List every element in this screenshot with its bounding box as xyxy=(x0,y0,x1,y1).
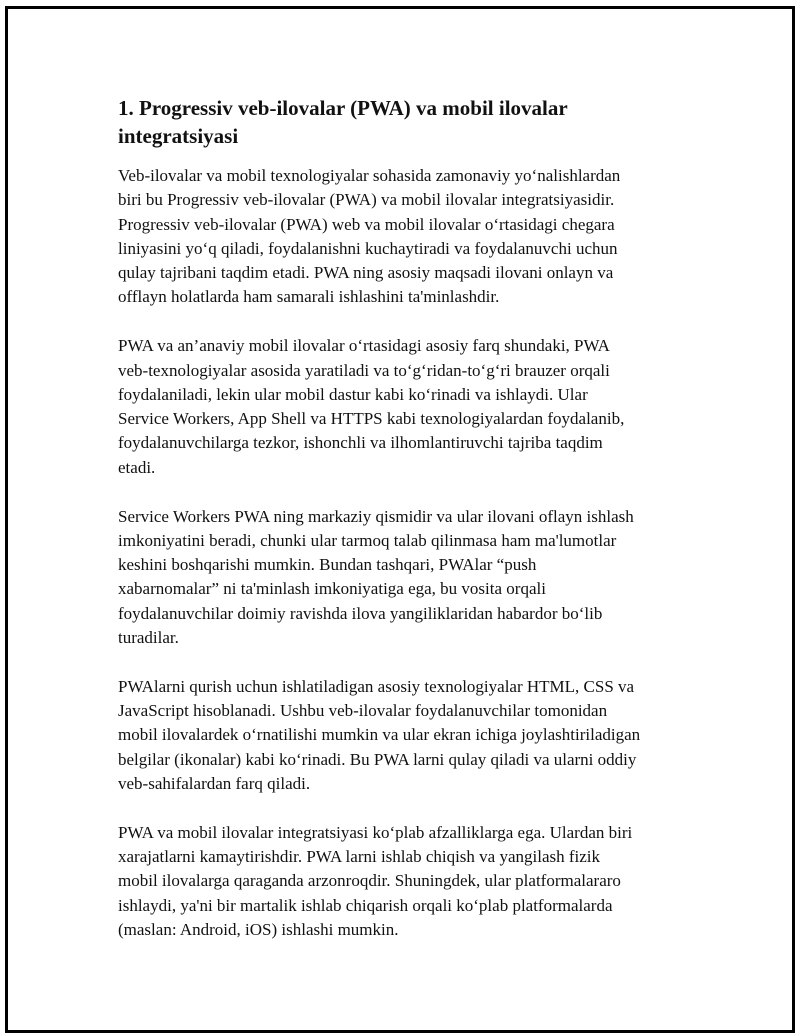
paragraph-line: JavaScript hisoblanadi. Ushbu veb-ilovalar foydalanuvchilar tomonidan xyxy=(118,701,608,721)
paragraph-line: Veb-ilovalar va mobil texnologiyalar sohasida zamonaviy yo‘nalishlardan xyxy=(118,166,621,185)
paragraph-line: liniyasini yo‘q qiladi, foydalanishni kuchaytiradi va foydalanuvchi uchun xyxy=(118,238,618,258)
document-body xyxy=(118,94,698,967)
paragraph-line: foydalanuvchilar doimiy ravishda ilova yangiliklaridan habardor bo‘lib xyxy=(118,603,603,623)
paragraph-line: Progressiv veb-ilovalar (PWA) web va mobil ilovalar o‘rtasidagi chegara xyxy=(118,214,615,234)
heading-line: 1. Progressiv veb-ilovalar (PWA) va mobil ilovalar xyxy=(118,96,568,120)
paragraph-line: veb-texnologiyalar asosida yaratiladi va to‘g‘ridan-to‘g‘ri brauzer orqali xyxy=(118,360,610,380)
paragraph-line: Service Workers PWA ning markaziy qismidir va ular ilovani oflayn ishlash xyxy=(118,506,634,526)
paragraph-line: etadi. xyxy=(118,457,156,477)
paragraph-1 xyxy=(118,164,698,310)
paragraph-3 xyxy=(118,505,698,651)
paragraph-line: turadilar. xyxy=(118,628,179,648)
paragraph-line: imkoniyatini beradi, chunki ular tarmoq talab qilinmasa ham ma'lumotlar xyxy=(118,530,617,550)
paragraph-line: Service Workers, App Shell va HTTPS kabi texnologiyalardan foydalanib, xyxy=(118,409,625,429)
heading-line: integratsiyasi xyxy=(118,124,239,148)
section-heading xyxy=(118,94,698,150)
paragraph-line: PWAlarni qurish uchun ishlatiladigan asosiy texnologiyalar HTML, CSS va xyxy=(118,676,635,696)
paragraph-line: mobil ilovalardek o‘rnatilishi mumkin va ular ekran ichiga joylashtiriladigan xyxy=(118,725,641,745)
paragraph-line: xabarnomalar” ni ta'minlash imkoniyatiga ega, bu vosita orqali xyxy=(118,579,546,599)
paragraph-5 xyxy=(118,821,698,942)
paragraph-line: biri bu Progressiv veb-ilovalar (PWA) va mobil ilovalar integratsiyasidir. xyxy=(118,190,615,210)
paragraph-line: PWA va mobil ilovalar integratsiyasi ko‘plab afzalliklarga ega. Ulardan biri xyxy=(118,822,633,842)
paragraph-line: (maslan: Android, iOS) ishlashi mumkin. xyxy=(118,920,399,940)
paragraph-line: belgilar (ikonalar) kabi ko‘rinadi. Bu PWA larni qulay qiladi va ularni oddiy xyxy=(118,749,637,769)
paragraph-line: ishlaydi, ya'ni bir martalik ishlab chiqarish orqali ko‘plab platformalarda xyxy=(118,895,613,915)
paragraph-line: foydalanuvchilarga tezkor, ishonchli va ilhomlantiruvchi tajriba taqdim xyxy=(118,433,603,453)
paragraph-line: mobil ilovalarga qaraganda arzonroqdir. Shuningdek, ular platformalararo xyxy=(118,871,621,891)
paragraph-line: qulay tajribani taqdim etadi. PWA ning asosiy maqsadi ilovani onlayn va xyxy=(118,263,614,283)
paragraph-line: xarajatlarni kamaytirishdir. PWA larni ishlab chiqish va yangilash fizik xyxy=(118,847,601,867)
paragraph-line: offlayn holatlarda ham samarali ishlashini ta'minlashdir. xyxy=(118,287,500,307)
paragraph-line: veb-sahifalardan farq qiladi. xyxy=(118,774,311,794)
paragraph-line: keshini boshqarishi mumkin. Bundan tashqari, PWAlar “push xyxy=(118,555,537,575)
paragraph-line: foydalaniladi, lekin ular mobil dastur kabi ko‘rinadi va ishlaydi. Ular xyxy=(118,384,588,404)
paragraph-4 xyxy=(118,675,698,796)
paragraph-2 xyxy=(118,334,698,480)
paragraph-line: PWA va an’anaviy mobil ilovalar o‘rtasidagi asosiy farq shundaki, PWA xyxy=(118,336,610,356)
